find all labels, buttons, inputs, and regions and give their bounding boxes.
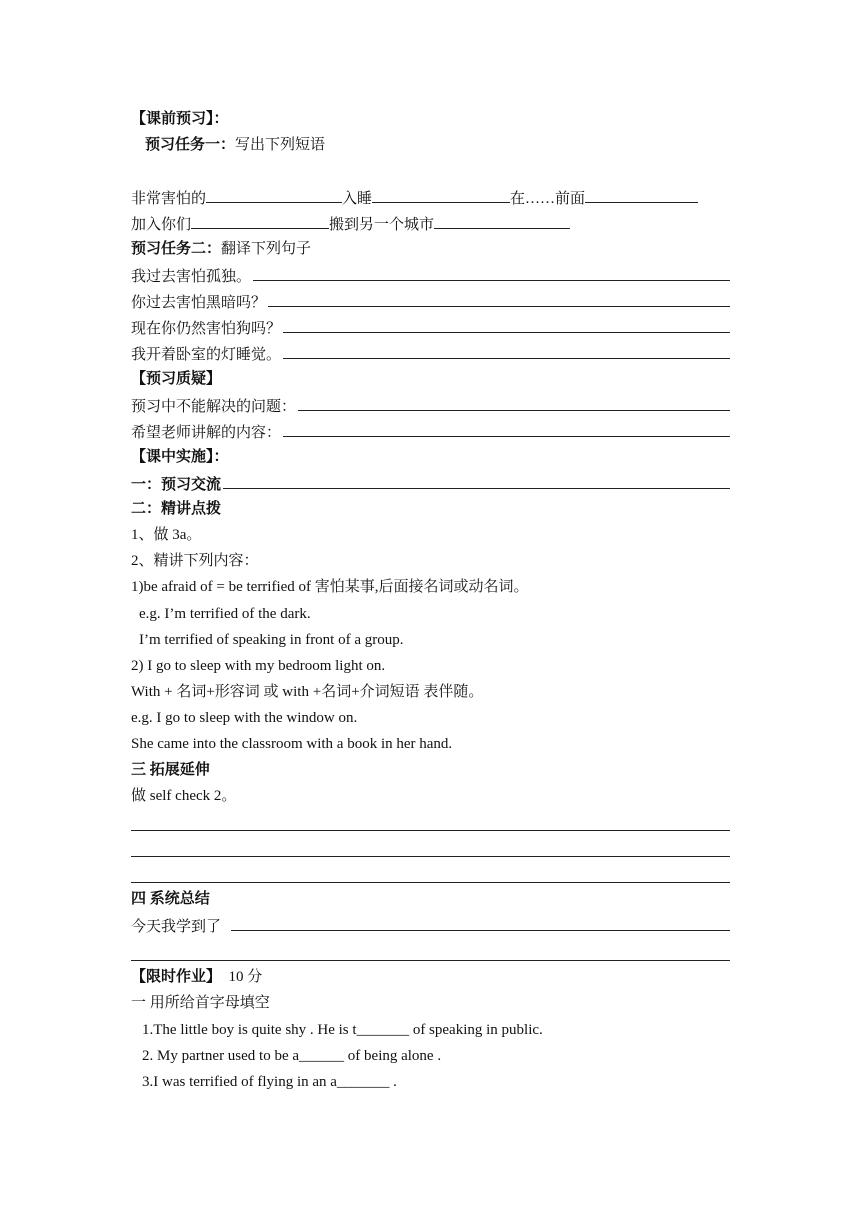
sentence-row-3 (131, 316, 730, 338)
sentence-3: 现在你仍然害怕狗吗？ (131, 321, 282, 337)
exchange-label: 一：预习交流 (131, 477, 222, 493)
doubt-row-1 (131, 394, 730, 416)
task2-label: 预习任务二： (131, 241, 222, 257)
doubts-heading: 【预习质疑】 (131, 371, 222, 387)
exchange-row (131, 472, 730, 494)
answer-line-1[interactable] (131, 830, 730, 831)
answer-line-3[interactable] (131, 882, 730, 883)
question-2: 2. My partner used to be a______ of being alone . (142, 1048, 442, 1064)
point-1-example-2: I’m terrified of speaking in front of a group. (139, 632, 404, 648)
sentence-row-2 (131, 290, 730, 312)
explain-heading: 二：精讲点拨 (131, 501, 222, 517)
phrase-1-blank[interactable] (206, 186, 342, 203)
extend-text: 做 self check 2。 (131, 788, 237, 804)
homework-section: 一 用所给首字母填空 (131, 995, 270, 1011)
preview-task2 (131, 238, 730, 260)
phrase-5-blank[interactable] (434, 212, 570, 229)
sentence-2-blank[interactable] (268, 290, 730, 307)
sentence-4: 我开着卧室的灯睡觉。 (131, 347, 282, 363)
task2-text: 翻译下列句子 (221, 241, 312, 257)
sentence-4-blank[interactable] (283, 342, 730, 359)
point-2-rule: With + 名词+形容词 或 with +名词+介词短语 表伴随。 (131, 684, 484, 700)
homework-heading: 【限时作业】 (131, 969, 222, 985)
phrase-1: 非常害怕的 (131, 191, 207, 207)
phrase-4-blank[interactable] (191, 212, 329, 229)
summary-blank[interactable] (231, 914, 730, 931)
point-1: 1)be afraid of = be terrified of 害怕某事,后面接名词或动名词。 (131, 579, 529, 595)
task1-label: 预习任务一： (145, 137, 236, 153)
task1-text: 写出下列短语 (235, 137, 326, 153)
extend-heading: 三 拓展延伸 (131, 762, 210, 778)
doubt-1-blank[interactable] (298, 394, 730, 411)
phrase-2: 入睡 (342, 191, 373, 207)
class-heading: 【课中实施】： (131, 449, 229, 465)
preview-heading: 【课前预习】： (131, 111, 229, 127)
sentence-row-4 (131, 342, 730, 364)
sentence-row-1 (131, 264, 730, 286)
point-2: 2) I go to sleep with my bedroom light on. (131, 658, 386, 674)
phrase-5: 搬到另一个城市 (329, 217, 435, 233)
point-1-example-1: e.g. I’m terrified of the dark. (139, 606, 311, 622)
item-2: 2、精讲下列内容： (131, 553, 259, 569)
sentence-3-blank[interactable] (283, 316, 730, 333)
phrase-row-2 (131, 212, 730, 234)
doubt-2-blank[interactable] (283, 420, 730, 437)
homework-header (131, 966, 730, 988)
doubt-1-label: 预习中不能解决的问题： (131, 399, 297, 415)
sentence-2: 你过去害怕黑暗吗？ (131, 295, 267, 311)
question-1: 1.The little boy is quite shy . He is t_______ of speaking in public. (142, 1022, 543, 1038)
homework-time: 10 分 (228, 969, 263, 985)
point-2-example-1: e.g. I go to sleep with the window on. (131, 710, 358, 726)
sentence-1-blank[interactable] (253, 264, 730, 281)
doubt-row-2 (131, 420, 730, 442)
summary-label: 今天我学到了 (131, 919, 222, 935)
summary-row (131, 914, 730, 936)
phrase-row-1 (131, 186, 730, 208)
phrase-3: 在……前面 (510, 191, 586, 207)
exchange-blank[interactable] (223, 472, 730, 489)
phrase-3-blank[interactable] (585, 186, 698, 203)
answer-line-2[interactable] (131, 856, 730, 857)
preview-task1 (145, 134, 744, 156)
summary-line-2[interactable] (131, 960, 730, 961)
phrase-2-blank[interactable] (372, 186, 510, 203)
phrase-4: 加入你们 (131, 217, 192, 233)
doubt-2-label: 希望老师讲解的内容： (131, 425, 282, 441)
sentence-1: 我过去害怕孤独。 (131, 269, 252, 285)
item-1: 1、做 3a。 (131, 527, 202, 543)
point-2-example-2: She came into the classroom with a book in her hand. (131, 736, 453, 752)
question-3: 3.I was terrified of flying in an a_______ . (142, 1074, 397, 1090)
summary-heading: 四 系统总结 (131, 891, 210, 907)
